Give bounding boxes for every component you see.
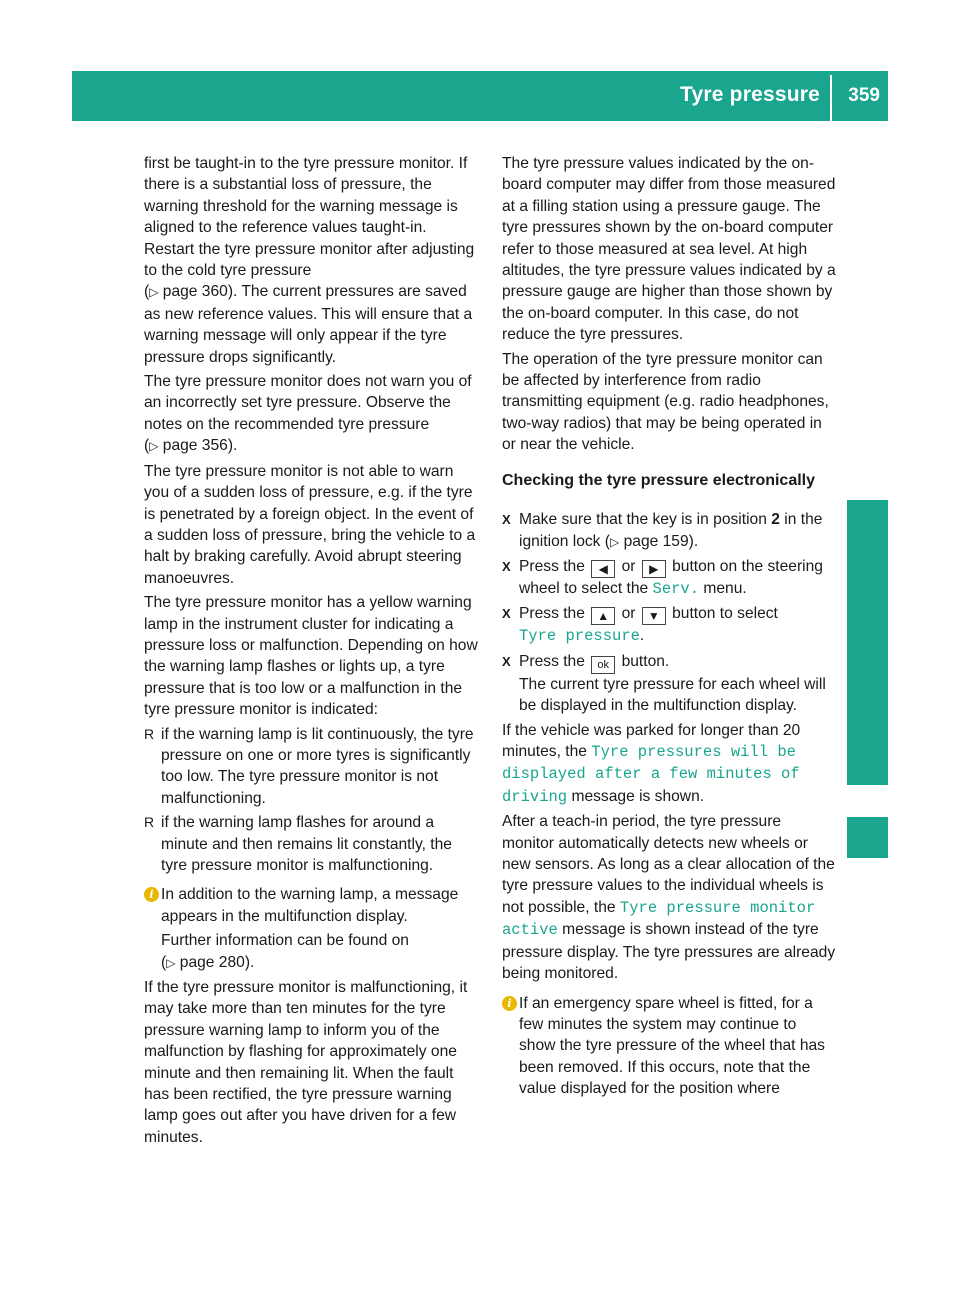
paragraph: If the tyre pressure monitor is malfunctioning, it may take more than ten minutes for the tyre pressure warning lamp to inform you of the malfunction by flashing for approximately one minute and then remaining lit. When the fault has been rectified, the tyre pressure warning lamp goes out after you have driven for a few minutes.	[144, 979, 468, 1146]
section-heading: Checking the tyre pressure electronically	[502, 471, 816, 489]
paragraph: The tyre pressure values indicated by the on-board computer may differ from those measured at a filling station using a pressure gauge. The tyre pressures shown by the on-board computer refer to those measured at sea level. At high altitudes, the tyre pressure values indicated by a pressure gauge are higher than those shown by the on-board computer. In this case, do not reduce the tyre pressures.	[502, 155, 836, 344]
side-tab-label: Wheels and tyres	[855, 595, 877, 760]
page-title: Tyre pressure	[680, 83, 820, 106]
list-item: R if the warning lamp is lit continuously, the tyre pressure on one or more tyres is significantly too low. The tyre pressure monitor is not malfunctioning.	[144, 725, 474, 807]
paragraph: The operation of the tyre pressure monitor can be affected by interference from radio transmitting equipment (e.g. radio headphones, two-way radios) that may be being operated in or near the vehicle.	[502, 350, 829, 454]
left-column	[144, 153, 479, 1151]
step-item: X Press the ◀ or ▶ button on the steering wheel to select the Serv. menu.	[502, 558, 823, 598]
list-item: R if the warning lamp flashes for around a minute and then remains lit constantly, the tyre pressure monitor is malfunctioning.	[144, 814, 452, 874]
info-icon: i	[502, 996, 517, 1011]
step-arrow-icon: X	[502, 512, 511, 528]
ok-button-icon: ok	[591, 656, 615, 674]
paragraph: first be taught-in to the tyre pressure monitor. If there is a substantial loss of pressure, the warning threshold for the warning message is aligned to the reference values taught-in. Restart the tyre pressure monitor after adjusting to the cold tyre pressure (▷ page 360). The current pressures are saved as new reference values. This will ensure that a warning message will only appear if the tyre pressure drops significantly.	[144, 155, 475, 366]
paragraph: If the vehicle was parked for longer than 20 minutes, the Tyre pressures will be displayed after a few minutes of driving message is shown.	[502, 721, 801, 806]
pointer-icon: ▷	[610, 534, 620, 549]
paragraph: After a teach-in period, the tyre pressure monitor automatically detects new wheels or new sensors. As long as a clear allocation of the tyre pressure values to the individual wheels is not possible, the Tyre pressure monitor active message is shown instead of the tyre pressure display. The tyre pressures are already being monitored.	[502, 813, 836, 983]
info-note: i In addition to the warning lamp, a message appears in the multifunction display. Further information can be found on (▷ page 280).	[144, 884, 479, 974]
bullet-icon: R	[144, 725, 155, 742]
up-arrow-button-icon: ▲	[591, 607, 615, 625]
step-arrow-icon: X	[502, 606, 511, 622]
side-tab-marker	[847, 817, 888, 858]
paragraph: The tyre pressure monitor is not able to warn you of a sudden loss of pressure, e.g. if the tyre is penetrated by a foreign object. In the event of a sudden loss of pressure, bring the vehicle to a halt by braking carefully. Avoid abrupt steering manoeuvres.	[144, 462, 476, 587]
pointer-icon: ▷	[166, 955, 176, 970]
info-icon: i	[144, 887, 159, 902]
bullet-icon: R	[144, 814, 155, 831]
step-arrow-icon: X	[502, 559, 511, 574]
pointer-icon: ▷	[149, 285, 159, 300]
paragraph: The tyre pressure monitor does not warn you of an incorrectly set tyre pressure. Observe the notes on the recommended tyre pressure (▷ page 356).	[144, 373, 472, 455]
pointer-icon: ▷	[149, 439, 159, 454]
header-divider	[830, 75, 832, 121]
page-number: 359	[848, 85, 880, 106]
right-column	[502, 153, 837, 1103]
step-item: X Press the ▲ or ▼ button to select Tyre pressure.	[502, 605, 778, 646]
info-note: i If an emergency spare wheel is fitted, for a few minutes the system may continue to show the tyre pressure of the wheel that has been removed. If this occurs, note that the value displayed for the position where	[502, 993, 837, 1100]
header-bar	[72, 71, 888, 121]
step-item: X Make sure that the key is in position 2 in the ignition lock (▷ page 159).	[502, 511, 823, 550]
left-arrow-button-icon: ◀	[591, 560, 615, 578]
down-arrow-button-icon: ▼	[642, 607, 666, 625]
step-item: X Press the ok button. The current tyre pressure for each wheel will be displayed in the multifunction display.	[502, 652, 826, 715]
right-arrow-button-icon: ▶	[642, 560, 666, 578]
paragraph: The tyre pressure monitor has a yellow warning lamp in the instrument cluster for indicating a pressure loss or malfunction. Depending on how the warning lamp flashes or lights up, a tyre pressure that is too low or a malfunction in the tyre pressure monitor is indicated:	[144, 594, 478, 719]
step-arrow-icon: X	[502, 653, 511, 669]
